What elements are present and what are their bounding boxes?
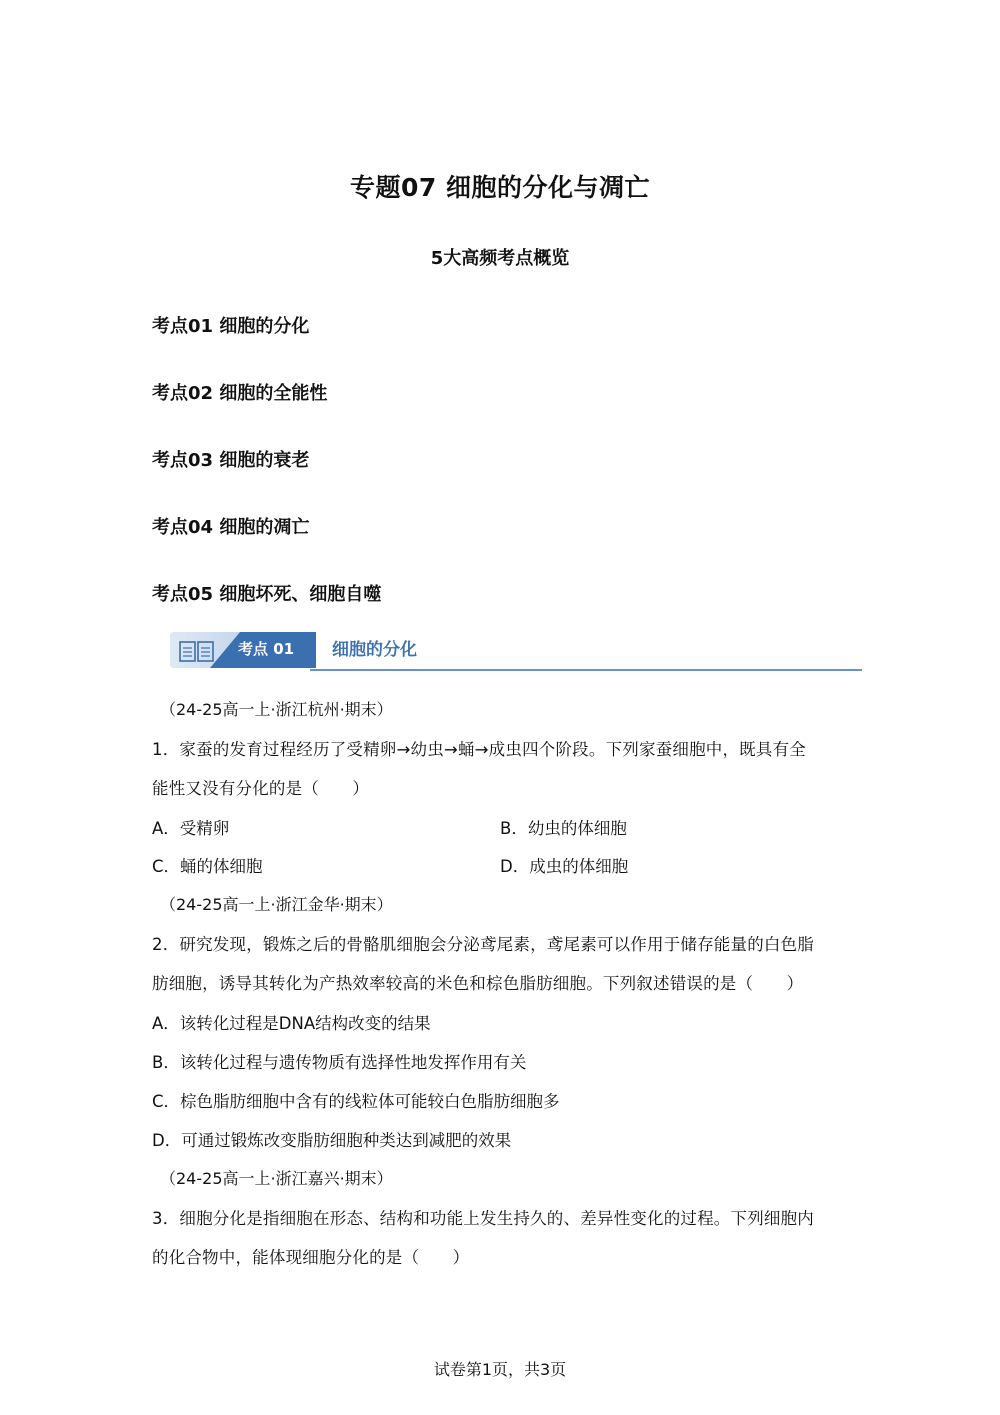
overview-heading: 5大高频考点概览: [430, 248, 570, 269]
kaodian-item-01: 考点01 细胞的分化: [152, 316, 310, 337]
question-stem-line: 的化合物中，能体现细胞分化的是（ ）: [152, 1248, 470, 1267]
option-b: B．该转化过程与遗传物质有选择性地发挥作用有关: [152, 1053, 527, 1072]
question-stem-line: 1．家蚕的发育过程经历了受精卵→幼虫→蛹→成虫四个阶段。下列家蚕细胞中，既具有全: [152, 740, 806, 759]
page-title: 专题07 细胞的分化与凋亡: [350, 173, 650, 202]
question-stem-line: 2．研究发现，锻炼之后的骨骼肌细胞会分泌鸢尾素，鸢尾素可以作用于储存能量的白色脂: [152, 935, 814, 954]
option-c: C．蛹的体细胞: [152, 857, 263, 876]
option-b: B．幼虫的体细胞: [500, 819, 627, 838]
option-c: C．棕色脂肪细胞中含有的线粒体可能较白色脂肪细胞多: [152, 1092, 560, 1111]
question-stem-line: 3．细胞分化是指细胞在形态、结构和功能上发生持久的、差异性变化的过程。下列细胞内: [152, 1209, 814, 1228]
question-source: （24-25高一上·浙江金华·期末）: [160, 895, 393, 914]
kaodian-item-04: 考点04 细胞的凋亡: [152, 517, 310, 538]
option-d: D．成虫的体细胞: [500, 857, 629, 876]
banner-tag: 考点 01: [238, 640, 295, 658]
kaodian-item-05: 考点05 细胞坏死、细胞自噬: [152, 584, 382, 605]
question-stem-line: 肪细胞，诱导其转化为产热效率较高的米色和棕色脂肪细胞。下列叙述错误的是（ ）: [152, 974, 804, 993]
book-icon: [179, 640, 215, 668]
option-a: A．受精卵: [152, 819, 230, 838]
kaodian-item-02: 考点02 细胞的全能性: [152, 383, 328, 404]
page-footer: 试卷第1页，共3页: [433, 1360, 567, 1379]
question-stem-line: 能性又没有分化的是（ ）: [152, 779, 370, 798]
question-source: （24-25高一上·浙江嘉兴·期末）: [160, 1169, 393, 1188]
option-a: A．该转化过程是DNA结构改变的结果: [152, 1014, 431, 1033]
section-banner: [170, 630, 862, 674]
kaodian-item-03: 考点03 细胞的衰老: [152, 450, 310, 471]
option-d: D．可通过锻炼改变脂肪细胞种类达到减肥的效果: [152, 1131, 512, 1150]
question-source: （24-25高一上·浙江杭州·期末）: [160, 700, 393, 719]
banner-label: 细胞的分化: [332, 640, 417, 660]
